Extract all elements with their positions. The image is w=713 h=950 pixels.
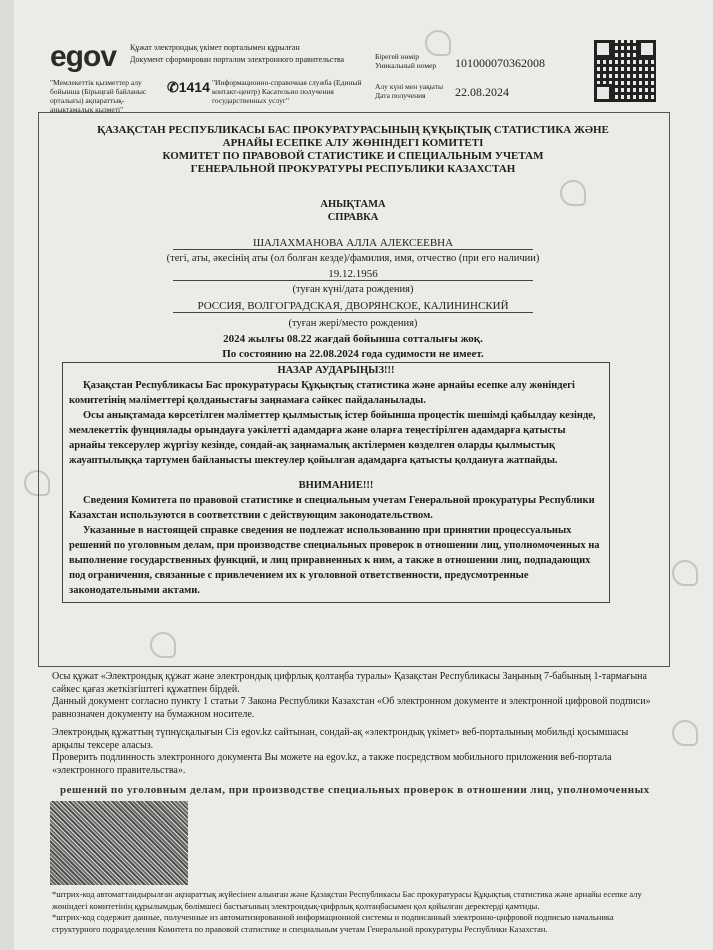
portal-caption-ru: Документ сформирован порталом электронного правительства xyxy=(130,55,345,64)
notice-box xyxy=(62,362,610,603)
birth-date-caption: (туған күні/дата рождения) xyxy=(292,284,414,295)
notice-heading-kz: НАЗАР АУДАРЫҢЫЗ!!! xyxy=(277,365,395,376)
date-received: 22.08.2024 xyxy=(455,85,509,99)
notice-paragraph: Осы анықтамада көрсетілген мәліметтер қылмыстық істер бойынша процестік шешімді қабылдау кезінде, мемлекеттік фунциялады орындауға уәкілетті адамдарға және оларға теңестірілген адамдарға қатысты арнайы тексерулер жүргізу кезінде, сондай-ақ заңнамалық актілермен көзделген оларды қылмыстық жауаптылыққа тартумен байланысты шектеулер қойылған адамдарға қатысты қолдануға жатпайды. xyxy=(69,410,596,466)
qr-code xyxy=(594,40,656,102)
service-caption-ru: "Информационно-справочная служба (Единый контакт-центр) Касательно получения государственных услуг" xyxy=(212,78,362,105)
person-name: ШАЛАХМАНОВА АЛЛА АЛЕКСЕЕВНА xyxy=(38,237,668,250)
portal-caption-kz: Құжат электрондық үкімет порталымен құрылған xyxy=(130,43,300,52)
barcode xyxy=(50,801,188,885)
egov-logo: egov xyxy=(50,40,117,73)
notice-paragraph: Сведения Комитета по правовой статистике и специальным учетам Генеральной прокуратуры Республики Казахстан используются в соответствии с действующим законодательством. xyxy=(69,495,595,521)
ornament-watermark xyxy=(672,560,698,586)
notice-paragraph: Указанные в настоящей справке сведения не подлежат использованию при принятии процессуальных решений по уголовным делам, при производстве специальных проверок в отношении лиц, уполномоченных на выполнение государственных функций, и лиц приравненных к ним, а также в отношении лиц, подпадающих под ограничения, связанные с привлечением их к уголовной ответственности, предусмотренные законодательными актами. xyxy=(69,525,600,596)
portal-caption xyxy=(130,42,344,66)
notice-paragraph: Қазақстан Республикасы Бас прокуратурасы Құқықтық статистика және арнайы есепке алу жөніндегі комитетінің мәліметтері қолданыстағы заңнамаға сәйкес пайдаланылады. xyxy=(69,380,575,406)
unique-label: Бірегей нөмір Уникальный номер xyxy=(375,52,437,70)
status-kz: 2024 жылғы 08.22 жағдай бойынша сотталығы жоқ. xyxy=(223,333,483,345)
birth-place-caption: (туған жері/место рождения) xyxy=(288,318,418,329)
ornament-watermark xyxy=(672,720,698,746)
notice-heading-ru: ВНИМАНИЕ!!! xyxy=(298,480,374,491)
barcode-footnote: *штрих-код автоматтандырылған ақпараттық жүйесінен алынған және Қазақстан Республикасы Бас прокуратурасы Құқықтық статистика және арнайы есепке алу жөніндегі комитетінің құрылымдық бөлімшесі бастығының электрондық-цифрлық қолтаңбасымен қол қойылған деректерді қамтиды. *штрих-код содержит данные, полученные из автоматизированной информационной системы и подписанный электронно-цифровой подписью начальника структурного подразделения Комитета по правовой статистике и специальным учетам Генеральной прокуратуры Республики Казахстан. xyxy=(52,889,642,934)
issuer-title: ҚАЗАҚСТАН РЕСПУБЛИКАСЫ БАС ПРОКУРАТУРАСЫНЫҢ ҚҰҚЫҚТЫҚ СТАТИСТИКА ЖӘНЕ АРНАЙЫ ЕСЕПКЕ АЛУ ЖӨНІНДЕГІ КОМИТЕТІ КОМИТЕТ ПО ПРАВОВОЙ СТАТИСТИКЕ И СПЕЦИАЛЬНЫМ УЧЕТАМ ГЕНЕРАЛЬНОЙ ПРОКУРАТУРЫ РЕСПУБЛИКИ КАЗАХСТАН xyxy=(97,124,609,175)
overprinted-text: решений по уголовным делам, при производстве специальных проверок в отношении лиц, уполномоченных xyxy=(60,784,650,796)
birth-place: РОССИЯ, ВОЛГОГРАДСКАЯ, ДВОРЯНСКОЕ, КАЛИНИНСКИЙ xyxy=(38,300,668,313)
phone-icon: ✆ xyxy=(167,79,179,95)
name-caption: (тегі, аты, әкесінің аты (ол болған кезде)/фамилия, имя, отчество (при его наличии) xyxy=(166,253,540,264)
legal-notice: Осы құжат «Электрондық құжат және электрондық цифрлық қолтаңба туралы» Қазақстан Республикасы Заңының 7-бабының 1-тармағына сәйкес қағаз жеткізгіштегі құжатпен бірдей. Данный документ согласно пункту 1 статьи 7 Закона Республики Казахстан «Об электронном документе и электронной цифровой подписи» равнозначен документу на бумажном носителе. Электрондық құжаттың түпнұсқалығын Сіз egov.kz сайтынан, сондай-ақ «электрондық үкімет» веб-порталының мобильді қосымшасы арқылы тексере аласыз. Проверить подлинность электронного документа Вы можете на egov.kz, а также посредством мобильного приложения веб-портала «электронного правительства». xyxy=(52,671,651,776)
document-type: АНЫҚТАМА СПРАВКА xyxy=(320,199,386,223)
date-label: Алу күні мен уақыты Дата получения xyxy=(375,82,444,100)
status-ru: По состоянию на 22.08.2024 года судимости не имеет. xyxy=(222,348,484,360)
unique-number: 101000070362008 xyxy=(455,56,545,70)
phone-number: ✆1414 xyxy=(167,79,210,95)
service-caption-kz: "Мемлекеттік қызметтер алу бойынша (Бірыңғай байланыс орталығы) ақпараттық-анықтамалық қызметі" xyxy=(50,78,147,114)
birth-date: 19.12.1956 xyxy=(38,268,668,281)
